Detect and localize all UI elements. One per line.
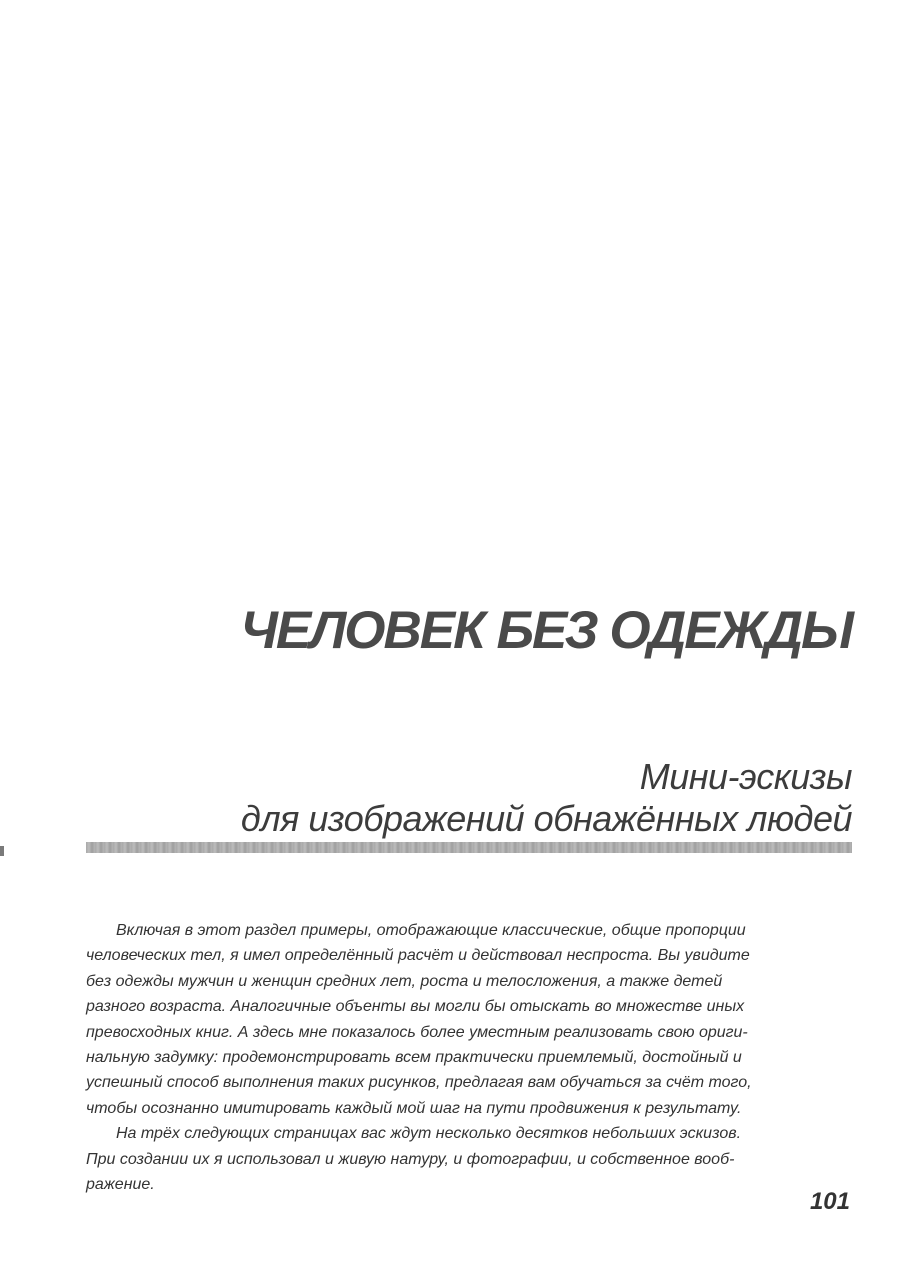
- intro-paragraph: [86, 918, 852, 1197]
- page-number: 101: [809, 1188, 850, 1215]
- text-line: На трёх следующих страницах вас ждут несколько десятков небольших эскизов.: [116, 1125, 742, 1143]
- chapter-subtitle: [241, 756, 852, 840]
- scan-edge-mark: [0, 846, 4, 856]
- text-line: разного возраста. Аналогичные объенты вы могли бы отыскать во множестве иных: [86, 998, 745, 1016]
- text-line: без одежды мужчин и женщин средних лет, роста и телосложения, а также детей: [86, 972, 723, 990]
- text-line: успешный способ выполнения таких рисунков, предлагая вам обучаться за счёт того,: [86, 1074, 752, 1092]
- subtitle-line-1: Мини-эскизы: [639, 756, 852, 797]
- text-line: превосходных книг. А здесь мне показалось более уместным реализовать свою ориги-: [86, 1023, 748, 1041]
- decorative-rule: [86, 842, 852, 853]
- text-line: Включая в этот раздел примеры, отображающие классические, общие пропорции: [116, 922, 746, 939]
- text-line: чтобы осознанно имитировать каждый мой шаг на пути продвижения к результату.: [86, 1099, 742, 1117]
- chapter-title: ЧЕЛОВЕК БЕЗ ОДЕЖДЫ: [240, 601, 852, 660]
- text-line: ражение.: [86, 1176, 155, 1194]
- text-line: При создании их я использовал и живую натуру, и фотографии, и собственное вооб-: [86, 1150, 735, 1168]
- text-line: человеческих тел, я имел определённый расчёт и действовал неспроста. Вы увидите: [86, 947, 750, 965]
- text-line: нальную задумку: продемонстрировать всем практически приемлемый, достойный и: [86, 1049, 742, 1067]
- subtitle-line-2: для изображений обнажённых людей: [240, 798, 852, 839]
